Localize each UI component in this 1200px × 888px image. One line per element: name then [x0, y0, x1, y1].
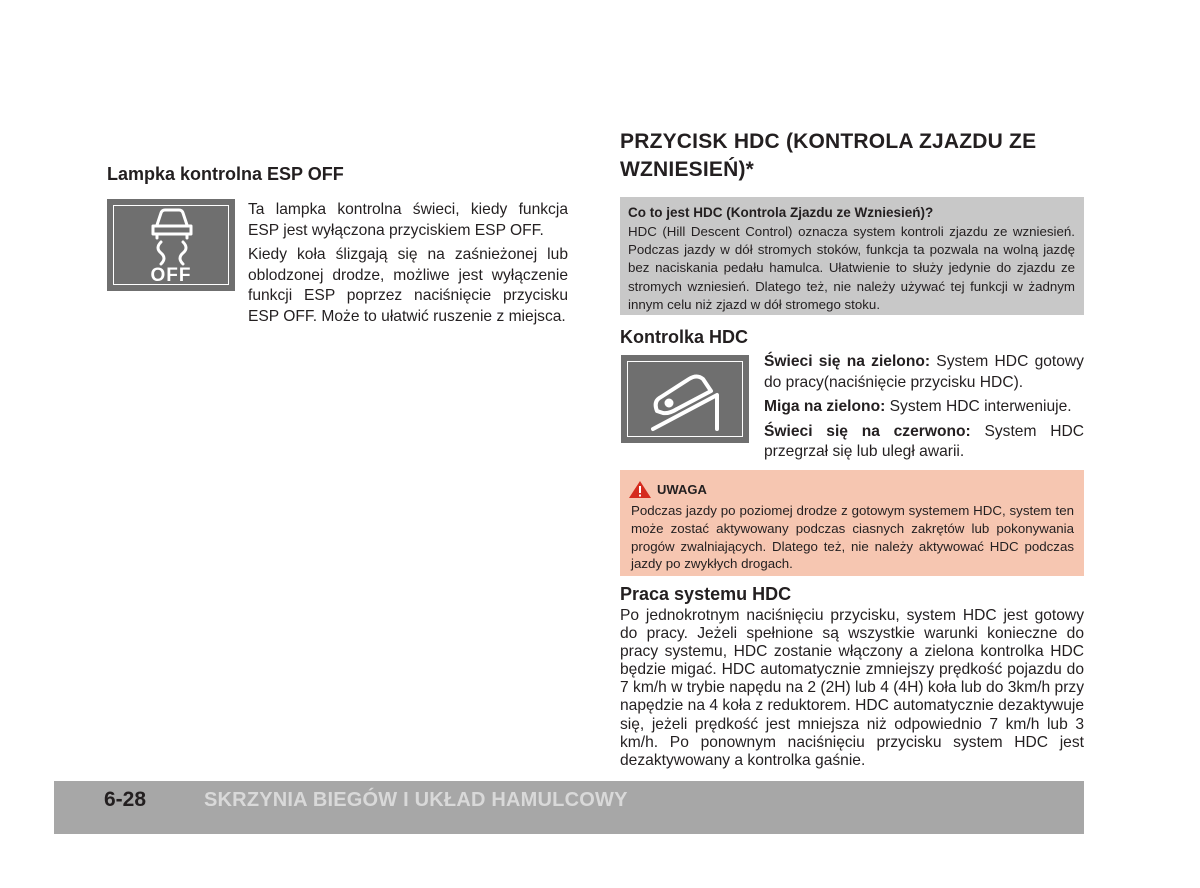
hill-descent-car-icon: [623, 357, 747, 441]
esp-off-warning-light: [107, 199, 235, 291]
esp-off-paragraph-1: Ta lampka kontrolna świeci, kiedy funkcja ESP jest wyłączona przyciskiem ESP OFF.: [248, 201, 568, 239]
hdc-info-body: HDC (Hill Descent Control) oznacza system kontroli zjazdu ze wzniesień. Podczas jazdy w dół stromych stoków, funkcja ta pozwala na wolną jazdę bez naciskania pedału hamulca. Ułatwienie to służy jedynie do zjazdu ze stromych wzniesień. Dlatego też, nie należy używać tej funkcji w żadnym innym celu niż zjazd w dół stromego stoku.: [628, 224, 1075, 312]
warning-header: [628, 480, 707, 499]
hdc-section-title: PRZYCISK HDC (KONTROLA ZJAZDU ZE WZNIESIEŃ)*: [620, 130, 1037, 181]
state-green-on: [764, 352, 1084, 393]
state-red-on: [764, 422, 1084, 463]
state-green-blink-label: Miga na zielono:: [764, 398, 886, 415]
state-red-on-label: Świeci się na czerwono:: [764, 422, 971, 440]
chapter-title: SKRZYNIA BIEGÓW I UKŁAD HAMULCOWY: [204, 789, 628, 811]
warning-box: [620, 470, 1084, 576]
hdc-info-title: Co to jest HDC (Kontrola Zjazdu ze Wzniesień)?: [628, 205, 934, 220]
page-number: 6-28: [104, 788, 147, 811]
hdc-indicator-light: [621, 355, 749, 443]
state-green-blink: [764, 397, 1084, 418]
hdc-info-box: [620, 197, 1084, 315]
state-green-blink-text: System HDC interweniuje.: [885, 398, 1072, 415]
warning-triangle-icon: [628, 480, 652, 499]
warning-label: UWAGA: [657, 482, 707, 497]
praca-hdc-body: Po jednokrotnym naciśnięciu przycisku, system HDC jest gotowy do pracy. Jeżeli spełnione są wszystkie warunki konieczne do pracy systemu, HDC zostanie włączony a zielona kontrolka HDC będzie migać. HDC automatycznie zmniejszy prędkość pojazdu do 7 km/h w trybie napędu na 2 (2H) lub 4 (4H) koła lub do 3km/h przy napędzie na 4 koła z reduktorem. HDC automatycznie dezaktywuje się, jeżeli prędkość jest mniejsza niż odpowiednio 7 km/h lub 3 km/h. Po ponownym naciśnięciu przycisku system HDC jest dezaktywowany a kontrolka gaśnie.: [620, 607, 1084, 769]
esp-off-description: [248, 200, 568, 331]
page-footer: [54, 781, 1084, 834]
praca-hdc-heading: Praca systemu HDC: [620, 584, 792, 604]
warning-body: Podczas jazdy po poziomej drodze z gotowym systemem HDC, system ten może zostać aktywowany podczas ciasnych zakrętów lub pokonywania progów zwalniających. Dlatego też, nie należy aktywować HDC podczas jazdy po zwykłych drogach.: [631, 503, 1074, 572]
esp-off-heading: Lampka kontrolna ESP OFF: [107, 164, 344, 184]
kontrolka-hdc-heading: Kontrolka HDC: [620, 327, 749, 347]
state-green-on-text: System HDC gotowy do pracy(naciśnięcie przycisku HDC).: [764, 353, 1084, 391]
off-label: OFF: [150, 265, 192, 286]
esp-off-paragraph-2: Kiedy koła ślizgają się na zaśnieżonej lub oblodzonej drodze, możliwe jest wyłączenie funkcji ESP poprzez naciśnięcie przycisku ESP OFF. Może to ułatwić ruszenie z miejsca.: [248, 246, 568, 325]
hdc-indicator-states: [764, 352, 1084, 467]
state-red-on-text: System HDC przegrzał się lub uległ awarii.: [764, 422, 1084, 460]
state-green-on-label: Świeci się na zielono:: [764, 353, 931, 370]
